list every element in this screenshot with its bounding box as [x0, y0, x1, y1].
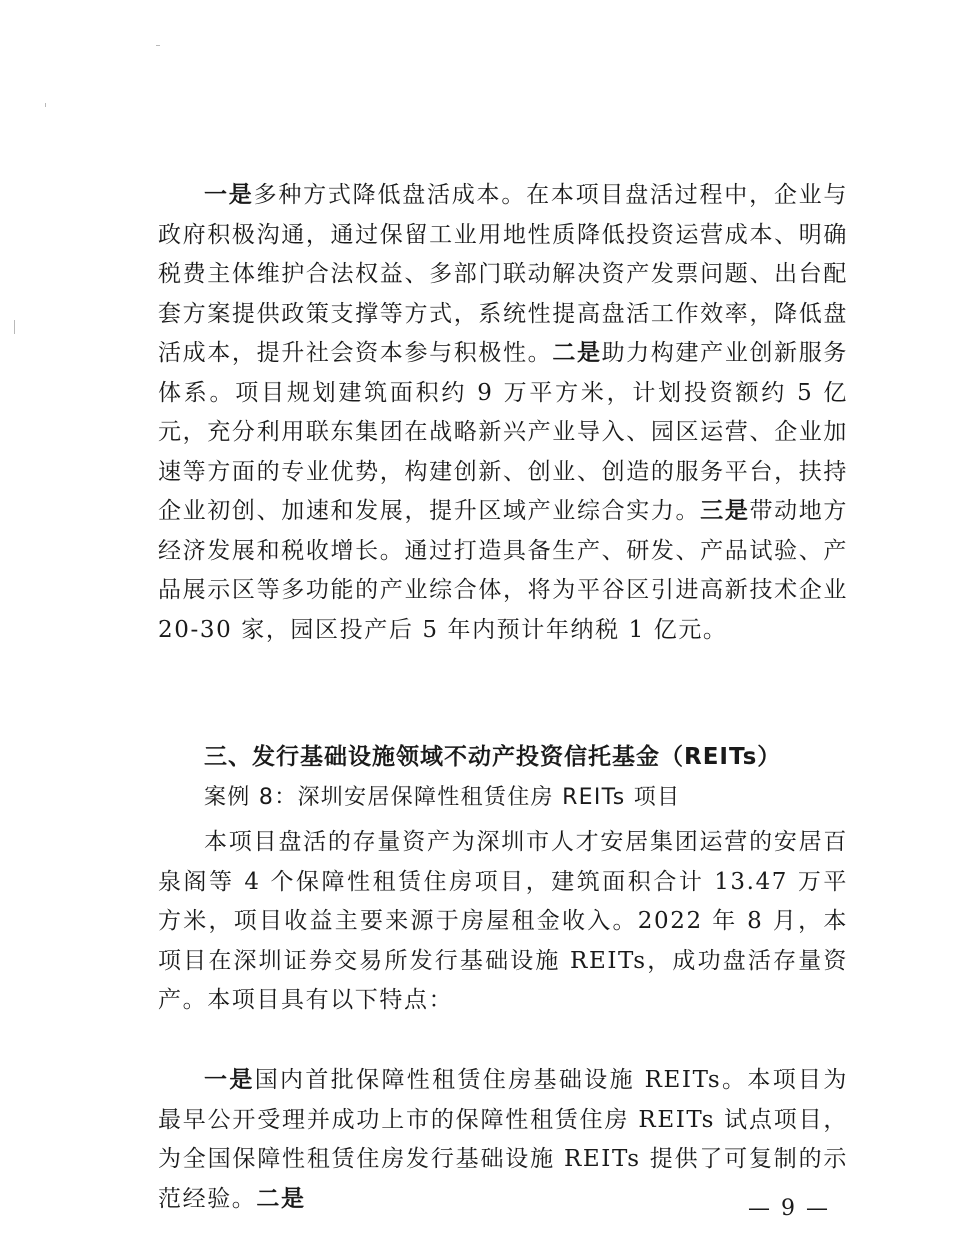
paragraph-text: 助力构建产业创新服务体系。项目规划建筑面积约 9 万平方米，计划投资额约 5 亿元，充分利用联东集团在战略新兴产业导入、园区运营、企业加速等方面的专业优势，构建创新、创业、创造的服务平台，扶持企业初创、加速和发展，提升区域产业综合实力。 [158, 340, 849, 524]
section-heading: 三、发行基础设施领域不动产投资信托基金（REITs） [204, 744, 782, 770]
scan-speck [45, 103, 46, 107]
paragraph-text: 国内首批保障性租赁住房基础设施 REITs。本项目为最早公开受理并成功上市的保障性租赁住房 REITs 试点项目，为全国保障性租赁住房发行基础设施 REITs 提供了可复制的示范经验。 [158, 1067, 848, 1212]
case-title: 案例 8：深圳安居保障性租赁住房 REITs 项目 [204, 785, 681, 810]
page-number: — 9 — [748, 1196, 830, 1221]
lead-second: 二是 [552, 340, 602, 366]
scan-speck [156, 45, 160, 46]
lead-first: 一是 [204, 182, 254, 208]
paragraph-features [158, 1061, 848, 1219]
paragraph-case-intro: 本项目盘活的存量资产为深圳市人才安居集团运营的安居百泉阁等 4 个保障性租赁住房项目，建筑面积合计 13.47 万平方米，项目收益主要来源于房屋租金收入。2022 年 8 月，本项目在深圳证券交易所发行基础设施 REITs，成功盘活存量资产。本项目具有以下特点： [158, 829, 848, 1013]
paragraph-text: 多种方式降低盘活成本。在本项目盘活过程中，企业与政府积极沟通，通过保留工业用地性质降低投资运营成本、明确税费主体维护合法权益、多部门联动解决资产发票问题、出台配套方案提供政策支撑等方式，系统性提高盘活工作效率，降低盘活成本，提升社会资本参与积极性。 [158, 182, 849, 366]
lead-third: 三是 [700, 498, 750, 524]
lead-first: 一是 [204, 1067, 255, 1093]
lead-second: 二是 [256, 1185, 306, 1212]
paragraph-benefits [158, 176, 848, 650]
paragraph-text: 带动地方经济发展和税收增长。通过打造具备生产、研发、产品试验、产品展示区等多功能的产业综合体，将为平谷区引进高新技术企业 20-30 家，园区投产后 5 年内预计年纳税 1 亿元。 [158, 498, 849, 643]
scan-speck [14, 320, 15, 334]
